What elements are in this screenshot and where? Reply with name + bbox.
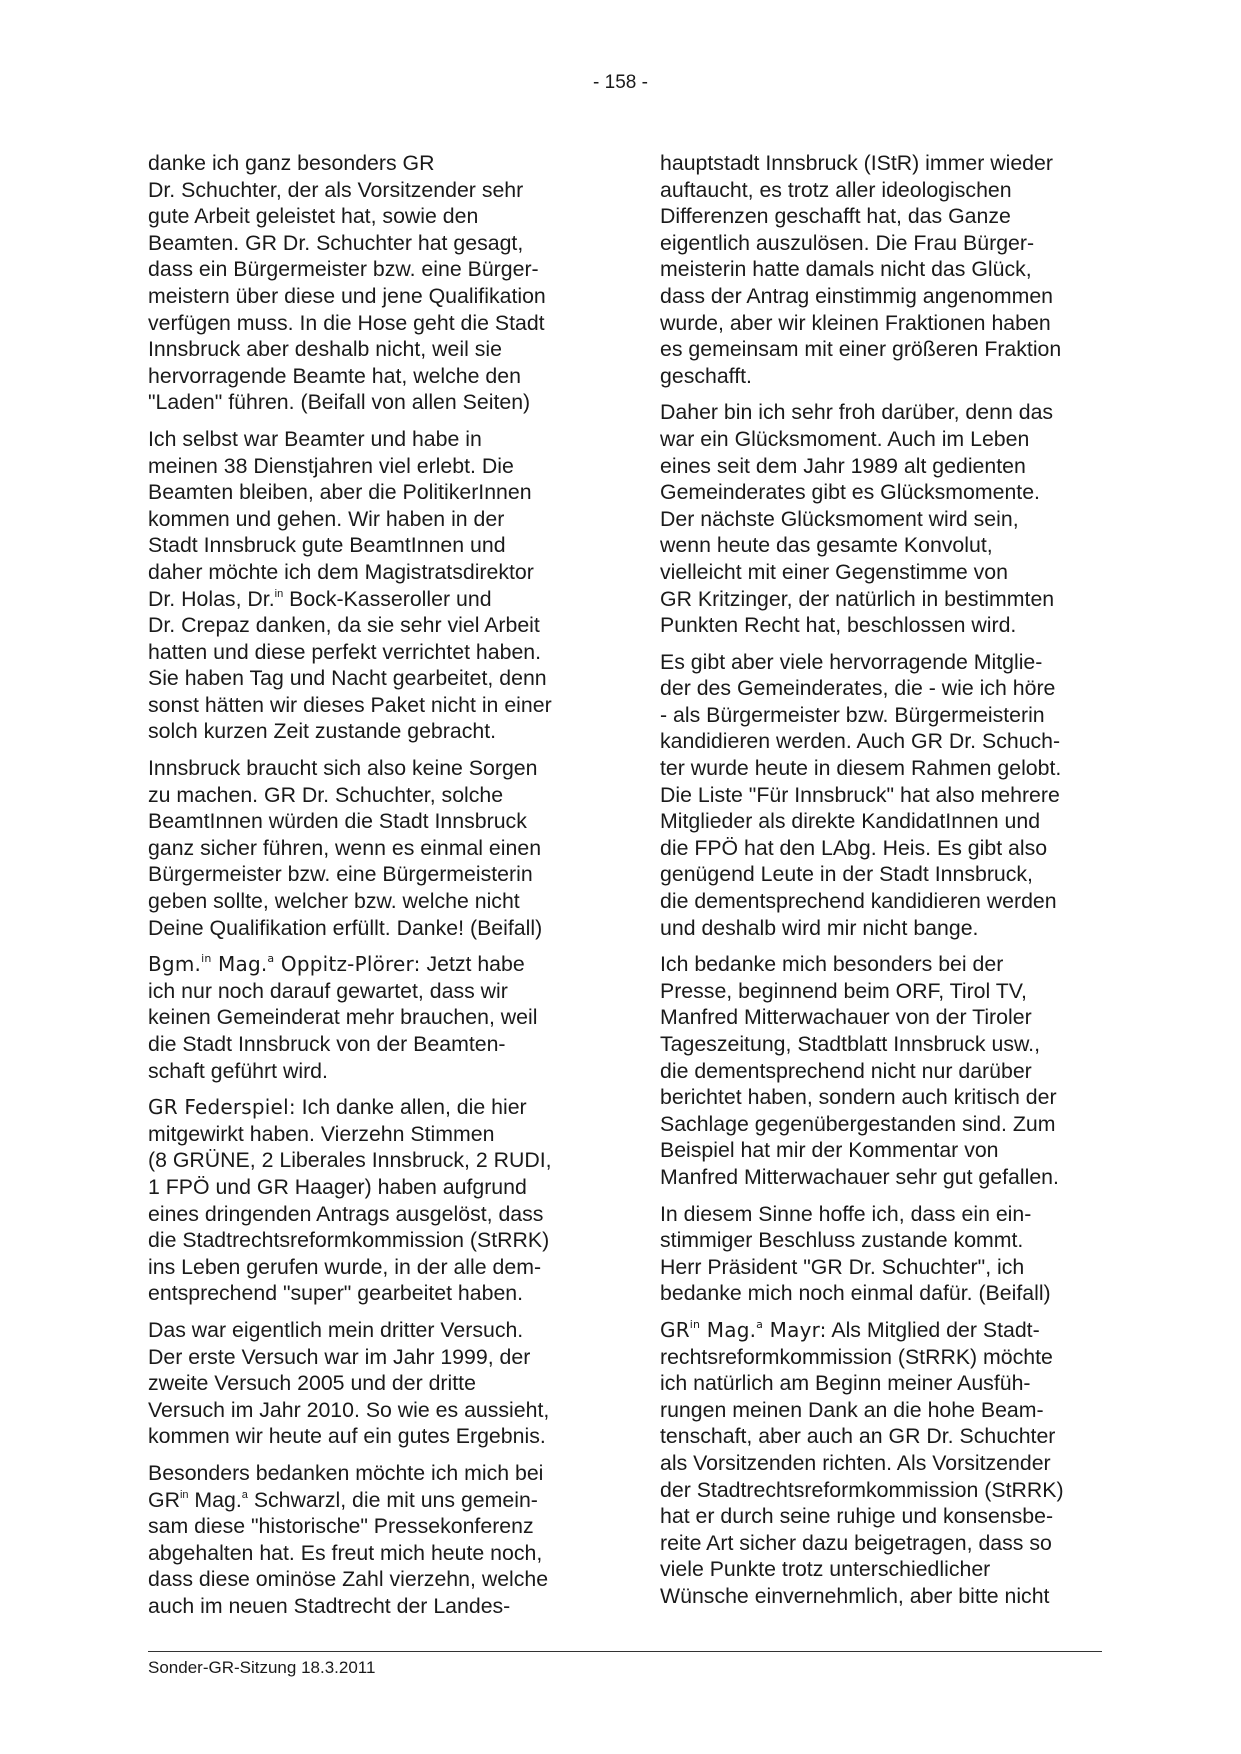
text-line: Es gibt aber viele hervorragende Mitglie- [660,649,1043,674]
paragraph [660,649,1105,942]
text-line: auch im neuen Stadtrecht der Landes- [148,1593,511,1618]
text-line: (8 GRÜNE, 2 Liberales Innsbruck, 2 RUDI, [148,1148,552,1173]
text-line: genügend Leute in der Stadt Innsbruck, [660,862,1033,887]
text-line: und deshalb wird mir nicht bange. [660,915,979,940]
paragraph [148,951,593,1084]
speaker-name: GR Federspiel: [148,1095,296,1120]
text-line: vielleicht mit einer Gegenstimme von [660,559,1008,584]
text-line: Bürgermeister bzw. eine Bürgermeisterin [148,862,533,887]
text-line: 1 FPÖ und GR Haager) haben aufgrund [148,1174,527,1199]
text-line: meinen 38 Dienstjahren viel erlebt. Die [148,453,514,478]
left-column [148,150,593,1629]
speaker-name: $GR^{in}$ Mag.$^a$ Mayr: [660,1317,827,1342]
text-line: dass diese ominöse Zahl vierzehn, welche [148,1567,549,1592]
text-line: entsprechend "super" gearbeitet haben. [148,1281,524,1306]
paragraph [660,951,1105,1190]
text-line: als Vorsitzenden richten. Als Vorsitzender [660,1450,1051,1475]
text-line: die Stadtrechtsreformkommission (StRRK) [148,1228,550,1253]
text-line: die dementsprechend nicht nur darüber [660,1058,1032,1083]
text-line: Das war eigentlich mein dritter Versuch. [148,1317,524,1342]
text-line: Deine Qualifikation erfüllt. Danke! (Beifall) [148,915,543,940]
paragraph [660,1317,1105,1610]
text-line: verfügen muss. In die Hose geht die Stadt [148,310,545,335]
paragraph [148,1460,593,1620]
text-line: Wünsche einvernehmlich, aber bitte nicht [660,1583,1050,1608]
text-line: Presse, beginnend beim ORF, Tirol TV, [660,978,1027,1003]
text-line: reite Art sicher dazu beigetragen, dass so [660,1530,1052,1555]
paragraph [660,1201,1105,1307]
text-line: meistern über diese und jene Qualifikation [148,283,546,308]
text-line: ins Leben gerufen wurde, in der alle dem- [148,1254,542,1279]
text-line: In diesem Sinne hoffe ich, dass ein ein- [660,1201,1032,1226]
text-line: Der erste Versuch war im Jahr 1999, der [148,1344,531,1369]
text-line: kommen und gehen. Wir haben in der [148,506,505,531]
text-line: tenschaft, aber auch an GR Dr. Schuchter [660,1424,1056,1449]
text-line: wenn heute das gesamte Konvolut, [660,533,993,558]
text-line: hat er durch seine ruhige und konsensbe- [660,1504,1054,1529]
text-line: stimmiger Beschluss zustande kommt. [660,1228,1024,1253]
text-line: Dr. Schuchter, der als Vorsitzender sehr [148,177,524,202]
text-line: eines seit dem Jahr 1989 alt gedienten [660,453,1026,478]
text-line: ganz sicher führen, wenn es einmal einen [148,835,542,860]
text-line: der des Gemeinderates, die - wie ich höre [660,676,1056,701]
text-line: Beispiel hat mir der Kommentar von [660,1138,999,1163]
text-line: Manfred Mitterwachauer von der Tiroler [660,1005,1032,1030]
text-line: die FPÖ hat den LAbg. Heis. Es gibt also [660,835,1048,860]
text-line: solch kurzen Zeit zustande gebracht. [148,719,497,744]
text-line: zweite Versuch 2005 und der dritte [148,1371,476,1396]
text-line: GR Federspiel: Ich danke allen, die hier [148,1095,527,1120]
text-line: Mitglieder als direkte KandidatInnen und [660,809,1041,834]
text-line: daher möchte ich dem Magistratsdirektor [148,559,534,584]
text-line: kommen wir heute auf ein gutes Ergebnis. [148,1424,546,1449]
text-line: $GR^{in}$ Mag.$^a$ Schwarzl, die mit uns gemein- [148,1487,538,1512]
text-line: - als Bürgermeister bzw. Bürgermeisterin [660,702,1045,727]
text-line: die Stadt Innsbruck von der Beamten- [148,1032,506,1056]
text-line: Tageszeitung, Stadtblatt Innsbruck usw., [660,1032,1041,1056]
text-line: Punkten Recht hat, beschlossen wird. [660,613,1017,638]
paragraph [148,1094,593,1307]
text-line: Bgm.$^{in}$ Mag.$^a$ Oppitz-Plörer: Jetzt habe [148,952,525,977]
text-line: abgehalten hat. Es freut mich heute noch, [148,1540,543,1565]
text-line: ter wurde heute in diesem Rahmen gelobt. [660,756,1062,781]
text-line: hervorragende Beamte hat, welche den [148,363,521,388]
text-line: sam diese "historische" Pressekonferenz [148,1514,534,1539]
text-line: Ich bedanke mich besonders bei der [660,952,1004,977]
text-line: Stadt Innsbruck gute BeamtInnen und [148,533,506,558]
text-line: kandidieren werden. Auch GR Dr. Schuch- [660,729,1061,754]
text-line: Daher bin ich sehr froh darüber, denn das [660,400,1054,425]
text-line: schaft geführt wird. [148,1058,328,1083]
footer-divider [148,1651,1102,1652]
text-line: Dr. Crepaz danken, da sie sehr viel Arbeit [148,613,540,638]
text-line: Herr Präsident "GR Dr. Schuchter", ich [660,1254,1025,1279]
footer-text: Sonder-GR-Sitzung 18.3.2011 [148,1658,376,1677]
text-line: Innsbruck aber deshalb nicht, weil sie [148,337,502,362]
text-line: der Stadtrechtsreformkommission (StRRK) [660,1477,1064,1502]
paragraph [148,426,593,745]
text-line: dass ein Bürgermeister bzw. eine Bürger- [148,257,539,282]
text-line: auftaucht, es trotz aller ideologischen [660,177,1012,202]
text-line: danke ich ganz besonders GR [148,151,435,175]
text-line: viele Punkte trotz unterschiedlicher [660,1557,991,1582]
text-line: rechtsreformkommission (StRRK) möchte [660,1344,1053,1369]
text-line: keinen Gemeinderat mehr brauchen, weil [148,1005,538,1030]
text-line: Gemeinderates gibt es Glücksmomente. [660,480,1040,505]
text-line: eines dringenden Antrags ausgelöst, dass [148,1201,544,1226]
text-line: mitgewirkt haben. Vierzehn Stimmen [148,1121,495,1146]
text-line: war ein Glücksmoment. Auch im Leben [660,426,1030,451]
text-line: Besonders bedanken möchte ich mich bei [148,1460,544,1485]
text-line: sonst hätten wir dieses Paket nicht in einer [148,692,552,717]
text-line: zu machen. GR Dr. Schuchter, solche [148,782,504,807]
text-line: eigentlich auszulösen. Die Frau Bürger- [660,230,1035,255]
text-line: geschafft. [660,363,752,388]
text-line: die dementsprechend kandidieren werden [660,889,1057,914]
text-line: ich natürlich am Beginn meiner Ausfüh- [660,1371,1031,1396]
text-line: Differenzen geschafft hat, das Ganze [660,204,1011,229]
text-line: Die Liste "Für Innsbruck" hat also mehrere [660,782,1060,807]
text-line: ich nur noch darauf gewartet, dass wir [148,978,508,1003]
text-line: berichtet haben, sondern auch kritisch der [660,1085,1057,1110]
text-line: BeamtInnen würden die Stadt Innsbruck [148,809,527,834]
text-line: gute Arbeit geleistet hat, sowie den [148,204,479,229]
text-line: Innsbruck braucht sich also keine Sorgen [148,756,538,781]
text-line: Beamten bleiben, aber die PolitikerInnen [148,480,532,505]
text-line: GR Kritzinger, der natürlich in bestimmten [660,586,1055,611]
text-line: bedanke mich noch einmal dafür. (Beifall) [660,1281,1051,1306]
text-line: Ich selbst war Beamter und habe in [148,426,482,451]
text-line: Sachlage gegenübergestanden sind. Zum [660,1111,1056,1136]
text-line: "Laden" führen. (Beifall von allen Seiten) [148,390,531,415]
text-line: geben sollte, welcher bzw. welche nicht [148,889,520,914]
page-number: - 158 - [593,72,648,93]
text-line: hatten und diese perfekt verrichtet haben. [148,639,542,664]
text-line: Sie haben Tag und Nacht gearbeitet, denn [148,666,547,691]
text-line: Manfred Mitterwachauer sehr gut gefallen. [660,1164,1059,1189]
text-line: es gemeinsam mit einer größeren Fraktion [660,337,1062,362]
text-line: Der nächste Glücksmoment wird sein, [660,506,1019,531]
text-line: rungen meinen Dank an die hohe Beam- [660,1397,1044,1422]
text-line: hauptstadt Innsbruck (IStR) immer wieder [660,151,1053,175]
right-column [660,150,1105,1619]
paragraph [660,150,1105,389]
paragraph [660,399,1105,638]
paragraph [148,755,593,941]
text-line: meisterin hatte damals nicht das Glück, [660,257,1032,282]
text-line: Versuch im Jahr 2010. So wie es aussieht, [148,1397,550,1422]
paragraph [148,1317,593,1450]
text-line: Dr. Holas, Dr.$^{in}$ Bock-Kasseroller und [148,586,492,611]
text-line: $GR^{in}$ Mag.$^a$ Mayr: Als Mitglied der Stadt- [660,1317,1040,1342]
text-line: Beamten. GR Dr. Schuchter hat gesagt, [148,230,524,255]
text-line: dass der Antrag einstimmig angenommen [660,283,1054,308]
text-line: wurde, aber wir kleinen Fraktionen haben [660,310,1051,335]
paragraph [148,150,593,416]
speaker-name: Bgm.$^{in}$ Mag.$^a$ Oppitz-Plörer: [148,952,421,977]
